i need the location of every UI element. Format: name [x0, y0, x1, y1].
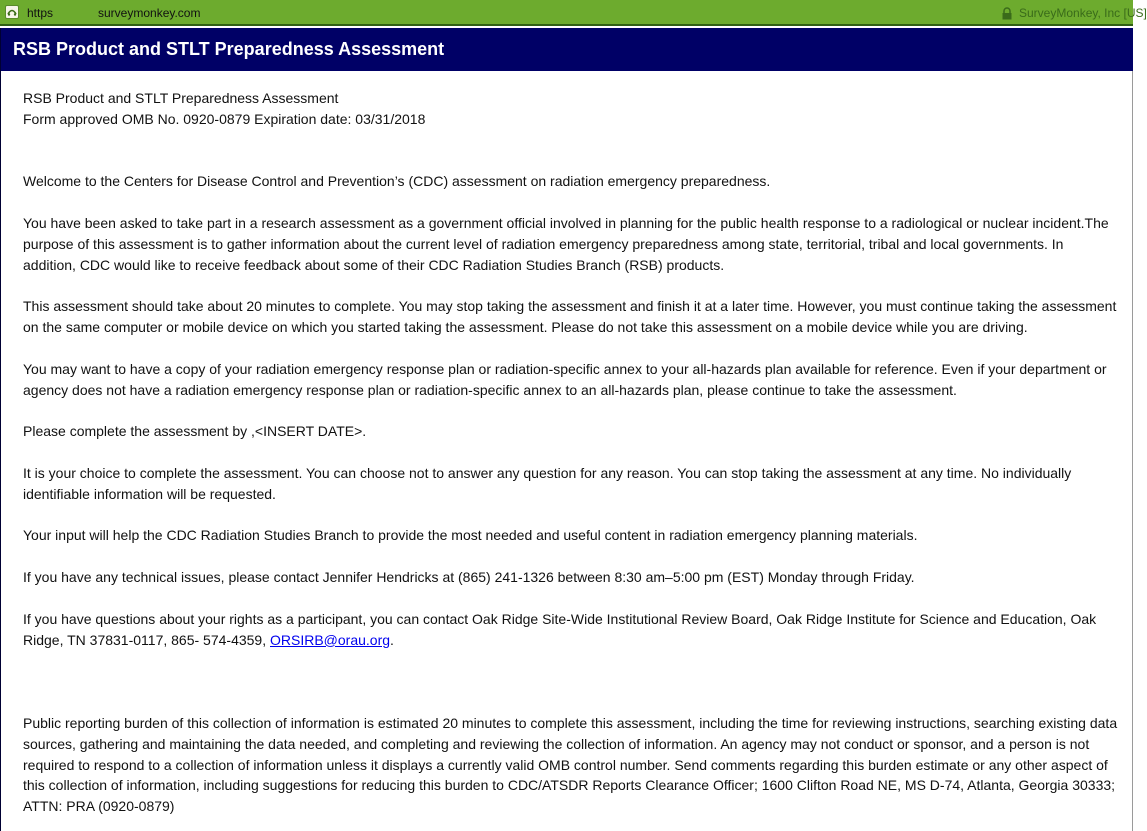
address-bar[interactable]	[0, 0, 1147, 26]
technical-issues-paragraph: If you have any technical issues, please contact Jennifer Hendricks at (865) 241-1326 between 8:30 am–5:00 pm (EST) Monday through Friday.	[23, 569, 915, 585]
participant-rights-end: .	[390, 631, 394, 648]
burden-statement-paragraph: Public reporting burden of this collection of information is estimated 20 minutes to complete this assessment, including the time for reviewing instructions, searching existing data sources, gathering and maintaining the data needed, and completing and reviewing the collection of information. An agency may not conduct or sponsor, and a person is not required to respond to a collection of information unless it displays a currently valid OMB control number. Send comments regarding this burden estimate or any other aspect of this collection of information, including suggestions for reducing this burden to CDC/ATSDR Reports Clearance Officer; 1600 Clifton Road NE, MS D-74, Atlanta, Georgia 30333; ATTN: PRA (0920-0879)	[23, 715, 1118, 815]
purpose-paragraph: You have been asked to take part in a research assessment as a government official involved in planning for the public health response to a radiological or nuclear incident.The purpose of this assessment is to gather information about the current level of radiation emergency preparedness among state, territorial, tribal and local governments. In addition, CDC would like to receive feedback about some of their CDC Radiation Studies Branch (RSB) products.	[23, 215, 1109, 273]
duration-paragraph: This assessment should take about 20 minutes to complete. You may stop taking the assessment and finish it at a later time. However, you must continue taking the assessment on the same computer or mobile device on which you started taking the assessment. Please do not take this assessment on a mobile device while you are driving.	[23, 298, 1117, 335]
url-host: surveymonkey.com	[98, 6, 201, 20]
survey-title: RSB Product and STLT Preparedness Assessment	[13, 39, 445, 59]
url-scheme: https	[27, 6, 54, 20]
input-paragraph: Your input will help the CDC Radiation Studies Branch to provide the most needed and useful content in radiation emergency planning materials.	[23, 527, 918, 543]
surveymonkey-logo-icon	[5, 5, 19, 19]
irb-email-link[interactable]: ORSIRB@orau.org	[270, 631, 391, 648]
participant-rights-paragraph	[23, 609, 1118, 651]
omb-approval-line: Form approved OMB No. 0920-0879 Expiration date: 03/31/2018	[23, 111, 426, 127]
site-identity-label[interactable]: SurveyMonkey, Inc [US]	[1019, 6, 1147, 20]
survey-header	[0, 28, 1133, 71]
lock-icon[interactable]	[1001, 7, 1013, 20]
participant-rights-text: If you have questions about your rights as a participant, you can contact Oak Ridge Site-Wide Institutional Review Board, Oak Ridge Institute for Science and Education, Oak Ridge, TN 37831-0117, 865- 574-4359,	[23, 611, 1097, 648]
deadline-paragraph: Please complete the assessment by ,<INSERT DATE>.	[23, 423, 367, 439]
choice-paragraph: It is your choice to complete the assessment. You can choose not to answer any question for any reason. You can stop taking the assessment at any time. No individually identifiable information will be requested.	[23, 465, 1072, 502]
plan-reference-paragraph: You may want to have a copy of your radiation emergency response plan or radiation-specific annex to your all-hazards plan available for reference. Even if your department or agency does not have a radiation emergency response plan or radiation-specific annex to an all-hazards plan, please continue to take the assessment.	[23, 361, 1107, 398]
welcome-paragraph: Welcome to the Centers for Disease Control and Prevention’s (CDC) assessment on radiation emergency preparedness.	[23, 173, 771, 189]
survey-intro-page	[0, 71, 1133, 831]
intro-title-line: RSB Product and STLT Preparedness Assessment	[23, 90, 339, 106]
